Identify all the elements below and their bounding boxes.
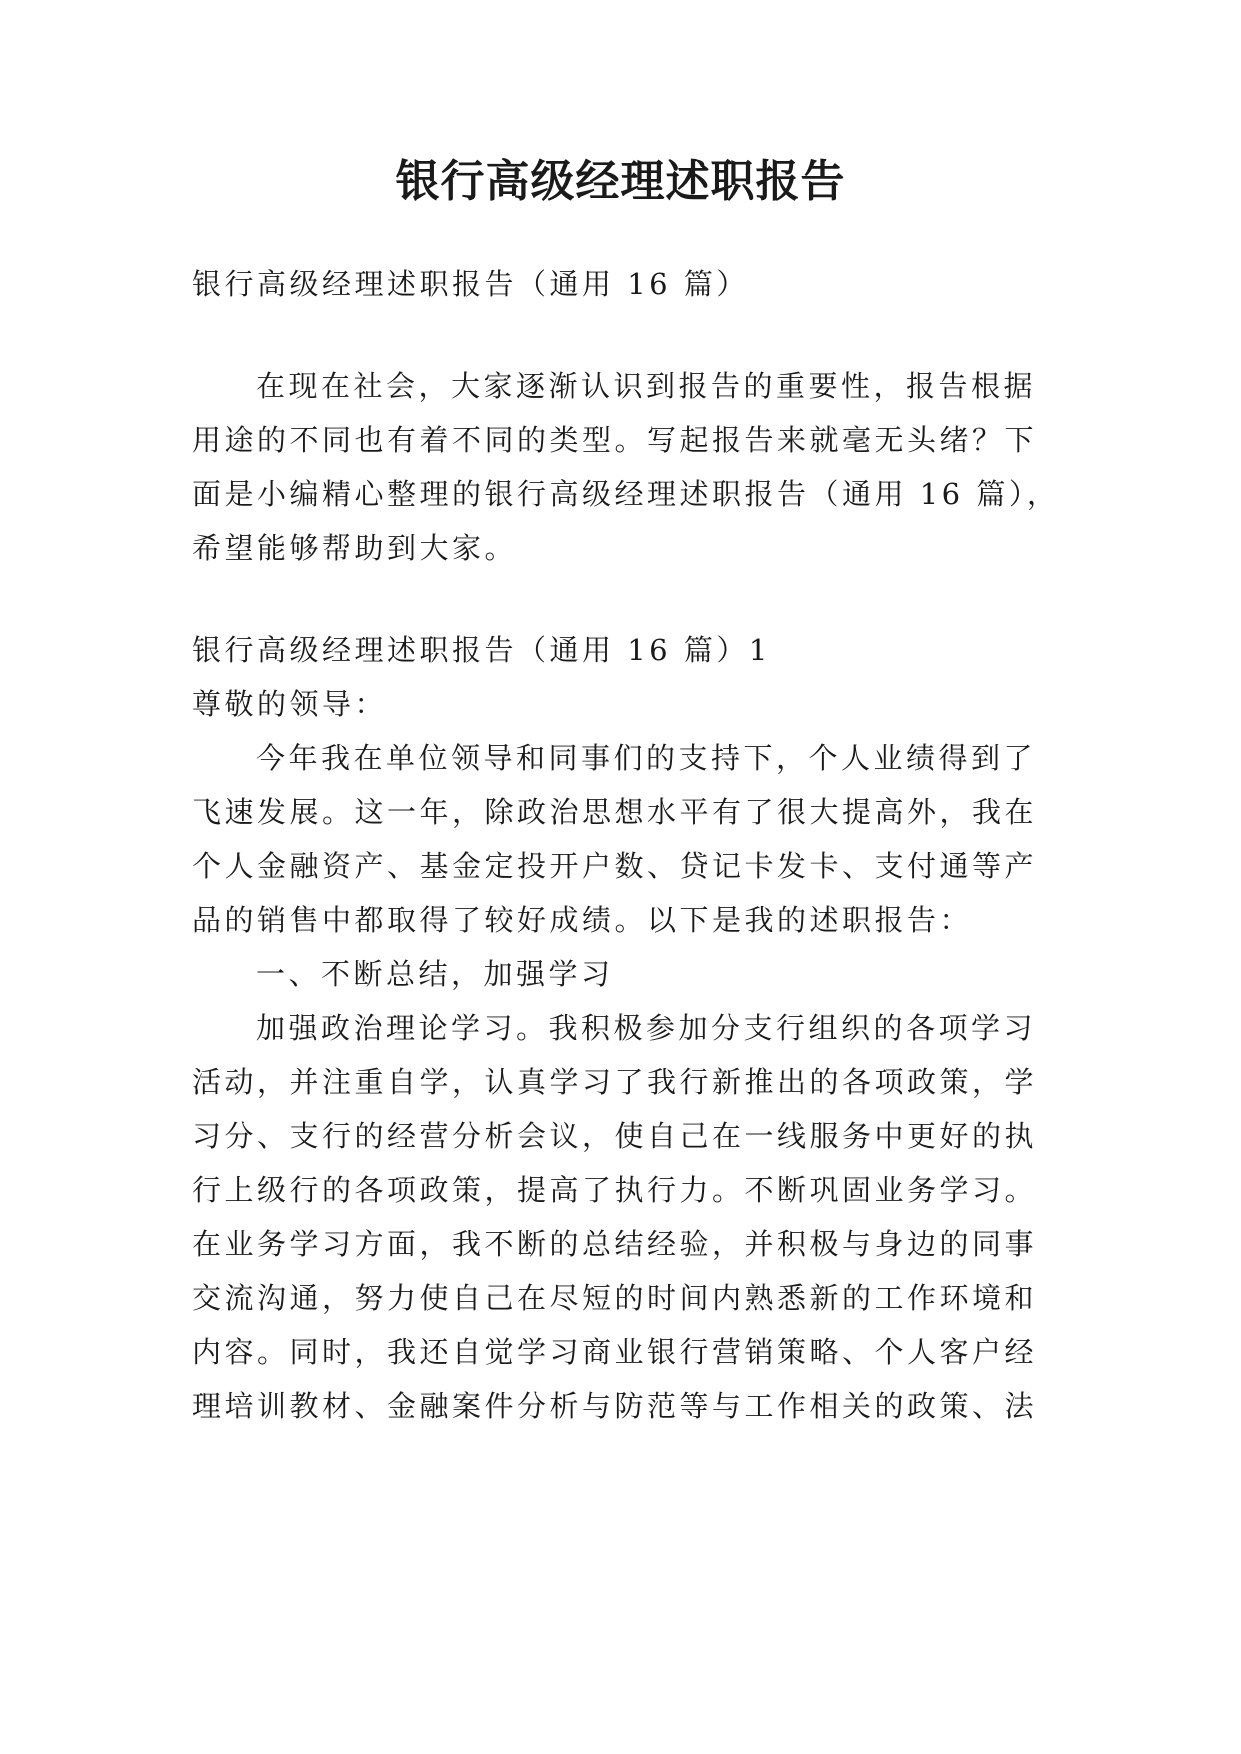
intro-line: 用途的不同也有着不同的类型。写起报告来就毫无头绪？下	[192, 423, 1038, 457]
sub-heading: 一、不断总结，加强学习	[256, 957, 614, 991]
body-line: 活动，并注重自学，认真学习了我行新推出的各项政策，学	[192, 1065, 1038, 1099]
body-line: 个人金融资产、基金定投开户数、贷记卡发卡、支付通等产	[192, 849, 1038, 883]
body-line: 交流沟通，努力使自己在尽短的时间内熟悉新的工作环境和	[192, 1281, 1038, 1315]
body-line: 品的销售中都取得了较好成绩。以下是我的述职报告：	[192, 903, 973, 937]
intro-line: 面是小编精心整理的银行高级经理述职报告（通用 16 篇），	[192, 477, 1060, 511]
salutation: 尊敬的领导：	[192, 687, 388, 721]
body-line: 在业务学习方面，我不断的总结经验，并积极与身边的同事	[192, 1227, 1038, 1261]
body-line: 飞速发展。这一年，除政治思想水平有了很大提高外，我在	[192, 795, 1038, 829]
body-line: 内容。同时，我还自觉学习商业银行营销策略、个人客户经	[192, 1335, 1038, 1369]
intro-line: 希望能够帮助到大家。	[192, 531, 518, 565]
document-title: 银行高级经理述职报告	[395, 156, 846, 207]
body-line: 行上级行的各项政策，提高了执行力。不断巩固业务学习。	[192, 1173, 1038, 1207]
intro-line: 在现在社会，大家逐渐认识到报告的重要性，报告根据	[256, 369, 1037, 403]
body-line: 今年我在单位领导和同事们的支持下，个人业绩得到了	[256, 741, 1037, 775]
section-heading: 银行高级经理述职报告（通用 16 篇）1	[192, 633, 771, 667]
document-subtitle: 银行高级经理述职报告（通用 16 篇）	[192, 267, 749, 301]
body-line: 习分、支行的经营分析会议，使自己在一线服务中更好的执	[192, 1119, 1038, 1153]
body-line: 理培训教材、金融案件分析与防范等与工作相关的政策、法	[192, 1389, 1038, 1423]
body-line: 加强政治理论学习。我积极参加分支行组织的各项学习	[256, 1011, 1037, 1045]
